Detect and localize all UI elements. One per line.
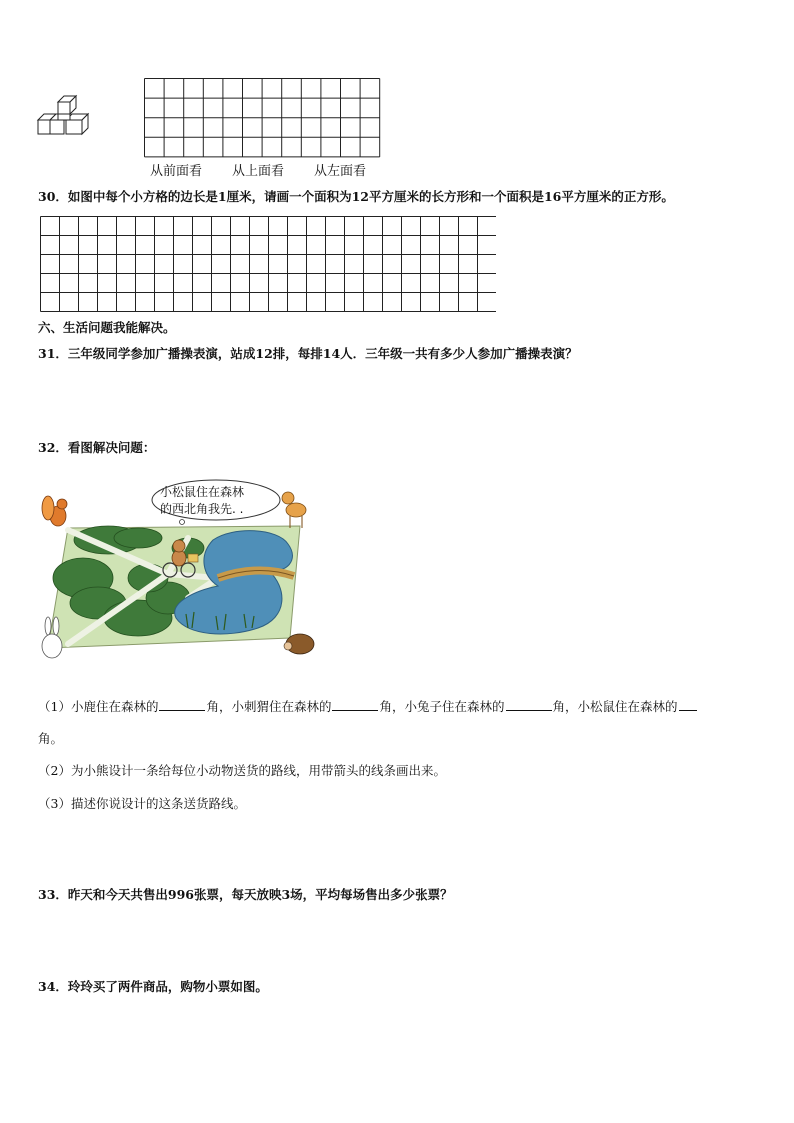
question-32-part-1: （1）小鹿住在森林的 角，小刺猬住在森林的 角，小兔子住在森林的 角，小松鼠住在森林的 (38, 697, 698, 715)
view-label-left: 从左面看 (314, 164, 367, 179)
question-32: 32．看图解决问题： (38, 440, 156, 455)
section-6-heading: 六、生活问题我能解决。 (38, 320, 176, 335)
view-label-top: 从上面看 (232, 164, 285, 179)
view-label-front: 从前面看 (150, 164, 203, 179)
question-31: 31．三年级同学参加广播操表演，站成12排，每排14人．三年级一共有多少人参加广播操表演？ (38, 346, 578, 361)
answer-blank-hedgehog[interactable] (332, 698, 378, 711)
three-view-grid[interactable] (144, 78, 382, 158)
question-33: 33．昨天和今天共售出996张票，每天放映3场，平均每场售出多少张票？ (38, 887, 453, 902)
answer-blank-squirrel[interactable] (679, 698, 697, 711)
question-32-part-1-end: 角。 (38, 731, 64, 746)
question-32-part-3: （3）描述你说设计的这条送货路线。 (38, 796, 246, 811)
question-34: 34．玲玲买了两件商品，购物小票如图。 (38, 979, 268, 994)
bubble-line-2: 的西北角我先. . (160, 502, 244, 516)
answer-blank-rabbit[interactable] (506, 698, 552, 711)
area-grid[interactable] (40, 216, 496, 312)
bubble-line-1: 小松鼠住在森林 (160, 485, 245, 499)
forest-map-illustration (38, 478, 318, 668)
question-32-part-2: （2）为小熊设计一条给每位小动物送货的路线，用带箭头的线条画出来。 (38, 763, 446, 778)
question-30: 30．如图中每个小方格的边长是1厘米，请画一个面积为12平方厘米的长方形和一个面积是16平方厘米的正方形。 (38, 189, 674, 204)
cube-figure (36, 92, 108, 148)
answer-blank-deer[interactable] (159, 698, 205, 711)
